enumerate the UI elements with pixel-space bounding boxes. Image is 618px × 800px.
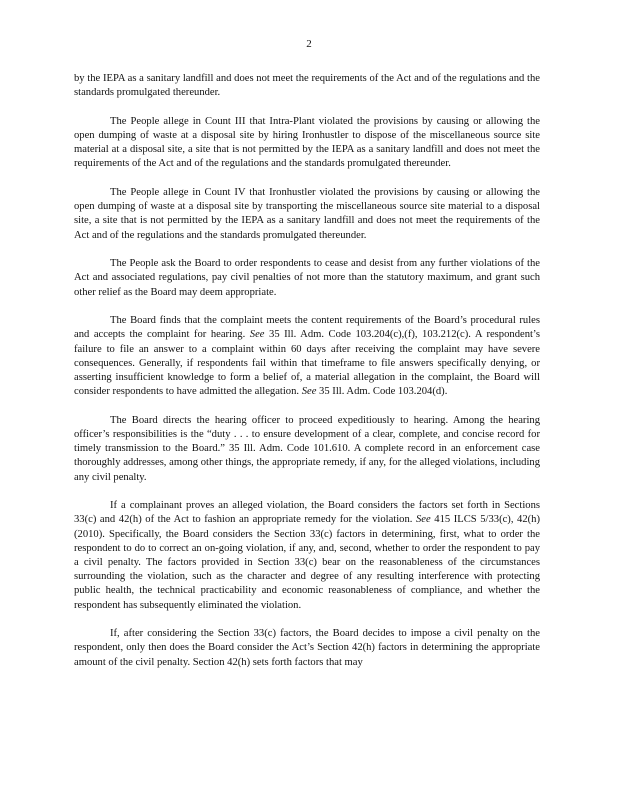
paragraph-hearing-officer: The Board directs the hearing officer to proceed expeditiously to hearing. Among the hearing officer’s responsibilities is the “duty . . . to ensure development of a clear, complete, and concise record for timely transmission to the Board.” 35 Ill. Adm. Code 101.610. A complete record in an enforcement case thoroughly addresses, among other things, the appropriate remedy, if any, for the alleged violations, including any civil penalty. <box>74 414 540 483</box>
document-body <box>74 72 540 670</box>
paragraph-continuation: by the IEPA as a sanitary landfill and does not meet the requirements of the Act and of the regulations and the standards promulgated thereunder. <box>74 73 540 99</box>
paragraph-complaint-accepted: The Board finds that the complaint meets the content requirements of the Board’s procedural rules and accepts the complaint for hearing. See 35 Ill. Adm. Code 103.204(c),(f), 103.212(c). A respondent’s failure to file an answer to a complaint within 60 days after receiving the complaint may have severe consequences. Generally, if respondents fail within that timeframe to file answers specifically denying, or asserting insufficient knowledge to form a belief of, a material allegation in the complaint, the Board will consider respondents to have admitted the allegation. See 35 Ill. Adm. Code 103.204(d). <box>74 315 540 398</box>
citation-signal: See <box>301 386 317 398</box>
citation-signal: See <box>416 514 431 526</box>
page-number: 2 <box>306 38 312 50</box>
paragraph-relief-requested: The People ask the Board to order respondents to cease and desist from any further violations of the Act and associated regulations, pay civil penalties of not more than the statutory maximum, and grant such other relief as the Board may deem appropriate. <box>74 258 540 298</box>
paragraph-count-iii: The People allege in Count III that Intra-Plant violated the provisions by causing or allowing the open dumping of waste at a disposal site by hiring Ironhustler to dispose of the miscellaneous source site material at a disposal site, a site that is not permitted by the IEPA as a sanitary landfill and does not meet the requirements of the Act and of the regulations and the standards promulgated thereunder. <box>74 115 540 170</box>
paragraph-section-42h: If, after considering the Section 33(c) factors, the Board decides to impose a civil penalty on the respondent, only then does the Board consider the Act’s Section 42(h) factors in determining the appropriate amount of the civil penalty. Section 42(h) sets forth factors that may <box>74 628 540 668</box>
paragraph-section-33c: If a complainant proves an alleged violation, the Board considers the factors set forth in Sections 33(c) and 42(h) of the Act to fashion an appropriate remedy for the violation. See 415 ILCS 5/33(c), 42(h) (2010). Specifically, the Board considers the Section 33(c) factors in determining, first, what to order the respondent to do to correct an on-going violation, if any, and, second, whether to order the respondent to pay a civil penalty. The factors provided in Section 33(c) bear on the reasonableness of the circumstances surrounding the violation, such as the character and degree of any resulting interference with protecting public health, the technical practicability and economic reasonableness of compliance, and whether the respondent has subsequently eliminated the violation. <box>74 500 540 611</box>
citation-signal: See <box>249 329 265 341</box>
paragraph-count-iv: The People allege in Count IV that Ironhustler violated the provisions by causing or allowing the open dumping of waste at a disposal site by transporting the miscellaneous source site material to a disposal site, a site that is not permitted by the IEPA as a sanitary landfill and does not meet the requirements of the Act and of the regulations and the standards promulgated thereunder. <box>74 187 540 241</box>
